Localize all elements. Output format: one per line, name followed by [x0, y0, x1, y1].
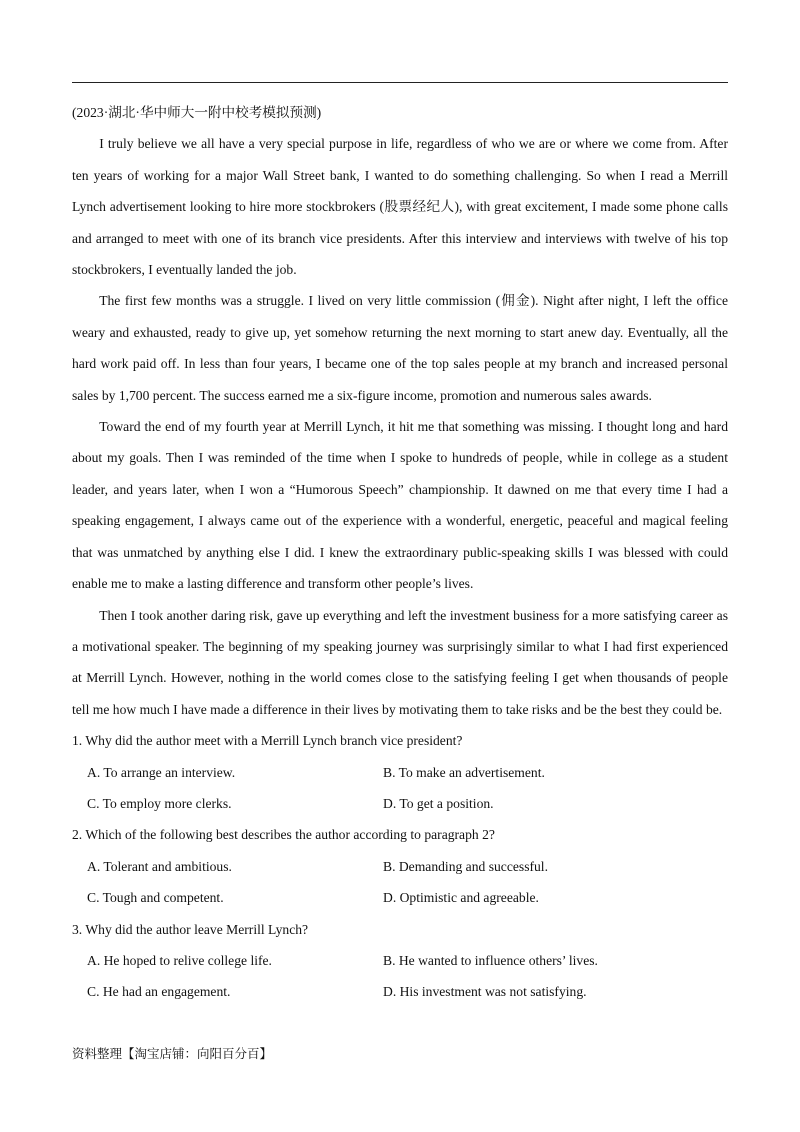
- page-footer: 资料整理【淘宝店铺：向阳百分百】: [72, 1046, 273, 1061]
- passage-paragraph-4: Then I took another daring risk, gave up everything and left the investment business for a more satisfying career as a motivational speaker. The beginning of my speaking journey was surprisingly similar to what I had first experienced at Merrill Lynch. However, nothing in the world comes close to the satisfying feeling I get when thousands of people tell me how much I have made a difference in their lives by motivating them to take risks and be the best they could be.: [72, 607, 728, 717]
- question-1-option-b: B. To make an advertisement.: [383, 764, 545, 780]
- question-1-options: [72, 757, 728, 820]
- question-2-option-c: C. Tough and competent.: [87, 890, 224, 906]
- question-1-stem: 1. Why did the author meet with a Merrill Lynch branch vice president?: [72, 733, 463, 749]
- question-2-options: [72, 851, 728, 914]
- question-3-options: [72, 945, 728, 1008]
- passage-paragraph-3: Toward the end of my fourth year at Merrill Lynch, it hit me that something was missing. I thought long and hard about my goals. Then I was reminded of the time when I spoke to hundreds of people, while in college as a student leader, and years later, when I won a “Humorous Speech” championship. It dawned on me that every time I had a speaking engagement, I always came out of the experience with a wonderful, energetic, peaceful and magical feeling that was unmatched by anything else I did. I knew the extraordinary public-speaking skills I was blessed with could enable me to make a lasting difference and transform other people’s lives.: [72, 419, 728, 592]
- header-rule: [72, 82, 728, 83]
- question-1: [72, 725, 728, 819]
- question-3-option-b: B. He wanted to influence others’ lives.: [383, 952, 598, 968]
- document-body: [72, 97, 728, 1008]
- passage-paragraph-1: I truly believe we all have a very special purpose in life, regardless of who we are or where we come from. After ten years of working for a major Wall Street bank, I wanted to do something challenging. So when I read a Merrill Lynch advertisement looking to hire more stockbrokers (股票经纪人), with great excitement, I made some phone calls and arranged to meet with one of its branch vice presidents. After this interview and interviews with twelve of his top stockbrokers, I eventually landed the job.: [72, 136, 728, 278]
- question-2-option-b: B. Demanding and successful.: [383, 858, 548, 874]
- question-2-stem: 2. Which of the following best describes the author according to paragraph 2?: [72, 827, 495, 843]
- question-2-option-a: A. Tolerant and ambitious.: [87, 858, 232, 874]
- question-3: [72, 914, 728, 1008]
- question-2: [72, 819, 728, 913]
- question-3-option-a: A. He hoped to relive college life.: [87, 952, 272, 968]
- question-1-option-a: A. To arrange an interview.: [87, 764, 236, 780]
- question-3-option-d: D. His investment was not satisfying.: [383, 984, 587, 1000]
- question-1-option-c: C. To employ more clerks.: [87, 795, 232, 811]
- exam-source: (2023·湖北·华中师大一附中校考模拟预测): [72, 105, 322, 120]
- question-3-stem: 3. Why did the author leave Merrill Lynch?: [72, 921, 309, 937]
- question-3-option-c: C. He had an engagement.: [87, 984, 231, 1000]
- question-1-option-d: D. To get a position.: [383, 795, 494, 811]
- question-2-option-d: D. Optimistic and agreeable.: [383, 890, 539, 906]
- passage-paragraph-2: The first few months was a struggle. I lived on very little commission (佣金). Night after night, I left the office weary and exhausted, ready to give up, yet somehow returning the next morning to start anew day. Eventually, all the hard work paid off. In less than four years, I became one of the top sales people at my branch and increased personal sales by 1,700 percent. The success earned me a six-figure income, promotion and numerous sales awards.: [72, 293, 728, 403]
